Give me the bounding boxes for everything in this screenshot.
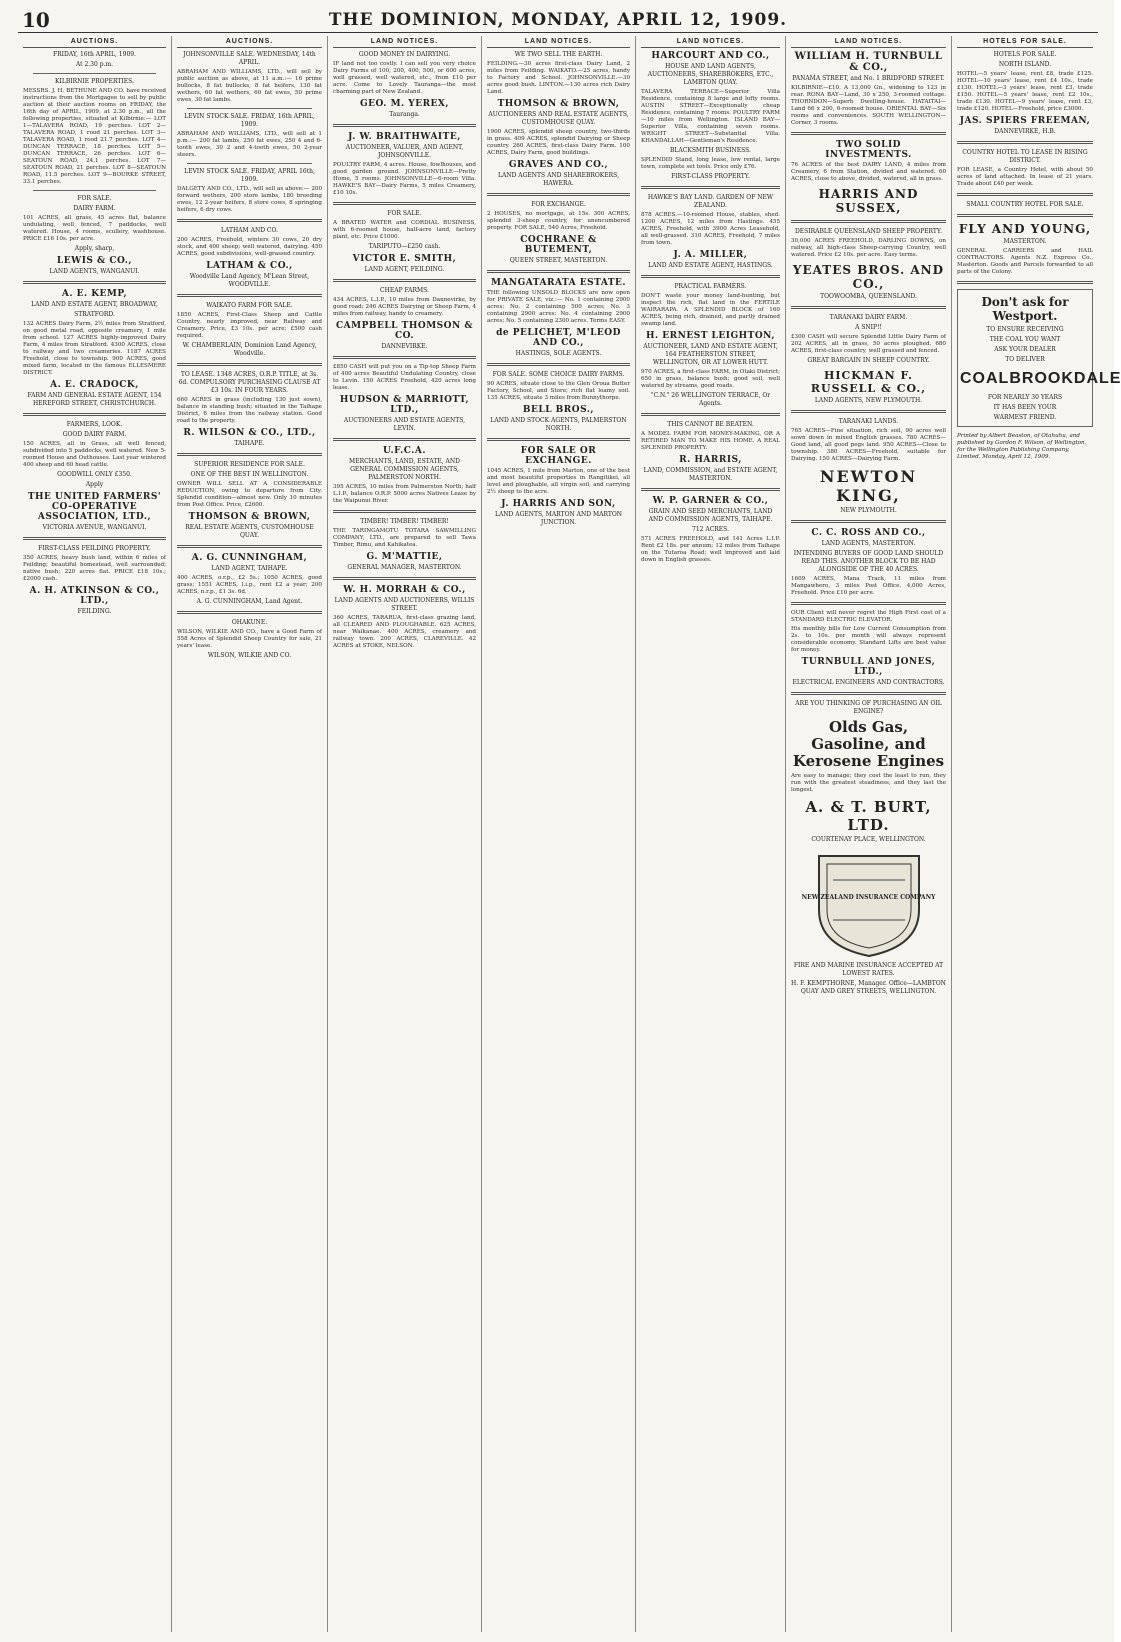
agent-address: LAND, COMMISSION, and ESTATE AGENT, MASTERTON. bbox=[643, 467, 778, 482]
listing-body: Are easy to manage; they cost the least to run, they run with the greatest steadiness, and they last the longest. bbox=[791, 773, 946, 793]
listing-head: OHAKUNE. bbox=[231, 619, 268, 626]
listing-head: TARANAKI LANDS. bbox=[838, 418, 899, 425]
listing-subhead: ONE OF THE BEST IN WELLINGTON. bbox=[190, 471, 309, 478]
listing-body: 1900 ACRES, splendid sheep country, two-thirds in grass. 409 ACRES, splendid Dairying or Sheep country. 260 ACRES, first-class Dairy Farm. 100 ACRES, Dairy Farm, good buildings. bbox=[487, 129, 630, 156]
coal-line: WARMEST FRIEND. bbox=[993, 414, 1057, 421]
insurance-shield-icon bbox=[809, 850, 929, 960]
listing-head: TIMBER! TIMBER! TIMBER! bbox=[360, 518, 449, 525]
listing-head: CHEAP FARMS. bbox=[380, 287, 429, 294]
listing-body: 150 ACRES, all in Grass, all well fenced, subdivided into 5 paddocks, well watered. New 5-roomed House and Outhouses. Last year wintered 400 sheep and 60 head cattle. bbox=[23, 441, 166, 468]
insurance-name: NEW ZEALAND INSURANCE COMPANY bbox=[801, 894, 936, 901]
coal-line: TO ENSURE RECEIVING bbox=[986, 326, 1064, 333]
agent-name: WILSON, WILKIE AND CO. bbox=[207, 652, 292, 659]
agent-name: BELL BROS., bbox=[522, 405, 595, 415]
listing-head: GOOD MONEY IN DAIRYING. bbox=[358, 51, 451, 58]
listing-head: FARMERS, LOOK. bbox=[66, 421, 123, 428]
coal-advertisement bbox=[957, 289, 1121, 427]
listing-body: KILBIRNIE—£10. A 13,000 Gn., widening to 123 in rear. RONA BAY—Land, 30 x 250, 3-roomed cottage. THORNDON—Superb Dwelling-house. HATAITAI—Land 66 x 200, 6-roomed house. ORIENTAL BAY—Six rooms and conveniences. SOUTH WELLINGTON—Corner, 3 rooms. bbox=[791, 85, 946, 126]
listing-body: 132 ACRES Dairy Farm, 2½ miles from Stratford, on good metal road, opposite creamery, 1 mile from school. 127 ACRES highly-improved Dairy Farm, 4 miles from Stratford. 4300 ACRES, close to railway and two creameries. 1187 ACRES Freehold, close to township. 900 ACRES, good mixed farm, located in the famous ELLESMERE DISTRICT. bbox=[23, 321, 166, 376]
agent-address: FARM AND GENERAL ESTATE AGENT, 154 HEREFORD STREET, CHRISTCHURCH. bbox=[27, 392, 162, 407]
listing-body: TALAVERA TERRACE—Superior Villa Residence, containing 8 large and lofty rooms. AUSTIN STREET—Exceptionally cheap Residence, containing 7 rooms. POULTRY FARM—10 miles from Wellington. ISLAND BAY—Superior Villa, containing seven rooms. WRIGHT STREET—Substantial Villa. KHANDALLAH—Gentleman's Residence. bbox=[641, 89, 780, 144]
sale-title: JOHNSONVILLE SALE. WEDNESDAY, 14th APRIL. bbox=[183, 51, 316, 66]
listing-head: FIRST-CLASS PROPERTY. bbox=[671, 173, 750, 180]
column-4 bbox=[482, 36, 636, 1632]
agent-address: LAND AGENTS, MASTERTON. bbox=[821, 540, 916, 547]
listing-body: 765 ACRES—Fine situation, rich soil, 90 acres well sown down in mixed English grasses. 780 ACRES—Good land, all good pegs land. 950 ACRES—Close to township. 380 ACRES—Freehold, suitable for Dairying. 150 ACRES—Dairying Farm. bbox=[791, 428, 946, 462]
listing-body: His monthly bills for Low Current Consumption from 2s. to 10s. per month will always represent considerable economy. Standard Lifts are best value for money. bbox=[791, 626, 946, 653]
agent-address: HASTINGS, SOLE AGENTS. bbox=[515, 350, 602, 357]
listing-head: DESIRABLE QUEENSLAND SHEEP PROPERTY. bbox=[794, 228, 943, 235]
agent-address: LAND AGENTS, WANGANUI. bbox=[49, 268, 140, 275]
agent-address: Tauranga. bbox=[389, 111, 420, 118]
listing-body: A MODEL FARM FOR MONEY-MAKING, OR A RETIRED MAN TO MAKE HIS HOME. A REAL SPLENDID PROPERTY. bbox=[641, 431, 780, 451]
agent-name: YEATES BROS. AND CO., bbox=[792, 263, 945, 291]
agent-name: GEO. M. YEREX, bbox=[359, 99, 450, 109]
coal-line: TO DELIVER bbox=[1005, 356, 1045, 363]
agent-name: "C.N." 26 WELLINGTON TERRACE, Or Agents. bbox=[650, 392, 771, 407]
listing-body: DON'T waste your money land-hunting, but inspect the rich, flat land in the FERTILE WAIRARAPA. A SPLENDID BLOCK of 160 ACRES, being rich, drained, and partly drained swamp land. bbox=[641, 293, 780, 327]
listing-body: 350 ACRES, heavy bush land, within 6 miles of Feilding; beautiful homestead, well surrounded; native bush; 220 acres flat. PRICE £18 10s.; £2000 cash. bbox=[23, 555, 166, 582]
listing-subhead: GREAT BARGAIN IN SHEEP COUNTRY. bbox=[807, 357, 930, 364]
dairy-head: DAIRY FARM. bbox=[73, 205, 116, 212]
agent-name: C. C. ROSS AND CO., bbox=[811, 528, 926, 538]
agent-address: LAND AGENTS, NEW PLYMOUTH. bbox=[814, 397, 923, 404]
section-head: AUCTIONS. bbox=[177, 36, 322, 48]
listing-subhead: ARE YOU THINKING OF PURCHASING AN OIL ENGINE? bbox=[795, 700, 942, 715]
listing-head: LATHAM AND CO. bbox=[221, 227, 278, 234]
listing-body: FEILDING.—30 acres first-class Dairy Land, 2 miles from Feilding. WAIKATO.—25 acres, handy to Factory and School. JOHNSONVILLE.—30 acres good bush. LINTON.—130 acres rich Dairy Land. bbox=[487, 61, 630, 95]
listing-head: FOR SALE. SOME CHOICE DAIRY FARMS. bbox=[492, 371, 625, 378]
agent-name: A. H. ATKINSON & CO., LTD., bbox=[29, 586, 160, 606]
sale-body: ABRAHAM AND WILLIAMS, LTD., will sell at 1 p.m.:— 200 fat lambs, 250 fat ewes, 250 4 and 6-tooth ewes, 30 2 and 4-tooth ewes, 50 2-year steers. bbox=[177, 131, 322, 158]
listing-body: GENERAL CARRIERS and HAIL CONTRACTORS. Agents N.Z. Express Co., Masterton. Goods and Parcels forwarded to all parts of the Colony. bbox=[957, 248, 1093, 275]
agent-address: LAND AND STOCK AGENTS, PALMERSTON NORTH. bbox=[490, 417, 627, 432]
listing-body: FOR LEASE, a Country Hotel, with about 50 acres of land attached. In lease of 21 years. Trade about £40 per week. bbox=[957, 167, 1093, 187]
listing-subhead: A SNIP!! bbox=[855, 324, 882, 331]
agent-name: A. G. CUNNINGHAM, bbox=[191, 553, 308, 563]
agent-address: NEW PLYMOUTH. bbox=[840, 507, 897, 514]
agent-name: W. H. MORRAH & CO., bbox=[343, 585, 466, 595]
agent-name: J. W. BRAITHWAITE, bbox=[348, 132, 461, 142]
listing-body: 660 ACRES in grass (including 130 just sown), balance in standing bush; situated in the Taihape District, 6 miles from the railway station. Good road to the property. bbox=[177, 397, 322, 424]
listing-body: £300 CASH will secure Splendid Little Dairy Farm of 202 ACRES, all in grass, 50 acres ploughed. 680 ACRES, first-class country, well grassed and fenced. bbox=[791, 334, 946, 354]
agent-address: GRAIN AND SEED MERCHANTS, LAND AND COMMISSION AGENTS, TAIHAPE. bbox=[648, 508, 773, 523]
agent-address: LAND AND ESTATE AGENT, HASTINGS. bbox=[648, 262, 773, 269]
sale-body: DALGETY AND CO., LTD., will sell as above:— 200 forward wethers, 200 store lambs, 180 breeding ewes, 12 2-year heifers, 8 store cows, 8 springing heifers, 6 dry cows. bbox=[177, 186, 322, 213]
sale-body: ABRAHAM AND WILLIAMS, LTD., will sell by public auction as above, at 11 a.m.:— 16 prime bullocks, 8 fat bullocks, 8 fat heifers, 130 fat wethers, 60 fat wethers, 60 fat ewes, 50 prime ewes, 30 fat lambs. bbox=[177, 69, 322, 103]
insurance-manager: H. F. KEMPTHORNE, Manager. Office—LAMBTON QUAY AND GREY STREETS, WELLINGTON. bbox=[791, 980, 946, 995]
agent-town: STRATFORD. bbox=[74, 311, 115, 318]
listing-body: IF land not too costly. I can sell you very choice Dairy Farms of 100, 200, 400, 500, or 600 acres, well grassed, well watered, etc., from £10 per acre. Come to Lovely Tauranga—the most charming part of New Zealand. bbox=[333, 61, 476, 95]
agent-address: AUCTIONEER, VALUER, AND AGENT, JOHNSONVILLE. bbox=[345, 144, 464, 159]
column-5 bbox=[636, 36, 786, 1632]
listing-head: BLACKSMITH BUSINESS. bbox=[670, 147, 751, 154]
listing-head: WE TWO SELL THE EARTH. bbox=[514, 51, 603, 58]
sale-title: LEVIN STOCK SALE. FRIDAY, 16th APRIL, 1909. bbox=[184, 113, 315, 128]
listing-head: FOR SALE OR EXCHANGE. bbox=[520, 446, 597, 466]
agent-address: ELECTRICAL ENGINEERS AND CONTRACTORS. bbox=[792, 679, 945, 686]
coal-line: THE COAL YOU WANT bbox=[989, 336, 1061, 343]
listing-head: GOOD DAIRY FARM. bbox=[62, 431, 127, 438]
listing-body: 101 ACRES, all grass, 45 acres flat, balance undulating, well fenced, 7 paddocks, well watered. House, 4 rooms, scullery, washhouse. PRICE £16 10s. per acre. bbox=[23, 215, 166, 242]
sale-body: MESSRS. J. H. BETHUNE AND CO. have received instructions from the Mortgagee to sell by public auction at their auction rooms on FRIDAY, the 16th day of APRIL, 1909, at 2.30 p.m., all the following properties, situated at Kilbirnie:— LOT 1—TALAVERA ROAD, 19 perches. LOT 2—TALAVERA ROAD, 1 rood 21 perches. LOT 3—TALAVERA ROAD, 1 rood 21.7 perches. LOT 4—DUNCAN TERRACE, 18 perches. LOT 5—DUNCAN TERRACE, 26 perches. LOT 6—SEATOUN ROAD, 24.1 perches. LOT 7—SEATOUN ROAD, 21 perches. LOT 8—SEATOUN ROAD, 11.5 perches. LOT 9—BOURKE STREET, 33.1 perches. bbox=[23, 88, 166, 185]
listing-body: £850 CASH will put you on a Tip-top Sheep Farm of 400 acres Beautiful Undulating Country, close to Levin. 150 ACRES Freehold, 420 acres long lease. bbox=[333, 364, 476, 391]
section-head: LAND NOTICES. bbox=[487, 36, 630, 48]
for-sale-head: FOR SALE. bbox=[77, 195, 112, 202]
agent-address: DANNEVIRKE. bbox=[381, 343, 428, 350]
listing-body: 970 ACRES, a first-class FARM, in Otaki District; 650 in grass, balance bush; good soil, well watered by streams, good roads. bbox=[641, 369, 780, 389]
agent-address: LAND AGENT, TAIHAPE. bbox=[211, 565, 288, 572]
masthead bbox=[18, 8, 1098, 33]
agent-address: AUCTIONEERS AND REAL ESTATE AGENTS, CUSTOMHOUSE QUAY. bbox=[488, 111, 629, 126]
apply-line: Apply, sharp, bbox=[74, 245, 115, 252]
agent-name: W. P. GARNER & CO., bbox=[652, 496, 769, 506]
listing-line: TARIPUTO—£250 cash. bbox=[368, 243, 441, 250]
agent-name: U.F.C.A. bbox=[382, 446, 427, 456]
listing-head: WAIKATO FARM FOR SALE. bbox=[206, 302, 293, 309]
agent-address: TOOWOOMBA, QUEENSLAND. bbox=[820, 293, 917, 300]
column-1 bbox=[18, 36, 172, 1632]
agent-name: WILLIAM H. TURNBULL & CO., bbox=[794, 51, 943, 73]
agent-name: A. E. KEMP, bbox=[61, 289, 128, 299]
column-3 bbox=[328, 36, 482, 1632]
agent-name: R. HARRIS, bbox=[679, 455, 742, 465]
agent-name: THOMSON & BROWN, bbox=[497, 99, 620, 109]
listing-body: 878 ACRES.—10-roomed House, stables, shed. 1200 ACRES, 12 miles from Hastings. 455 ACRES, Freehold, with 3900 Acres Leasehold, all well-grassed. 310 ACRES, Freehold, 7 miles from town. bbox=[641, 212, 780, 246]
newspaper-title: THE DOMINION, MONDAY, APRIL 12, 1909. bbox=[328, 10, 788, 30]
agent-address: MASTERTON. bbox=[1003, 238, 1047, 245]
oil-engine-headline: Olds Gas, Gasoline, and Kerosene Engines bbox=[792, 718, 945, 770]
agent-address: LAND AGENTS AND SHAREBROKERS, HAWERA. bbox=[498, 172, 619, 187]
agent-name: A. E. CRADOCK, bbox=[50, 380, 139, 390]
agent-address: QUEEN STREET, MASTERTON. bbox=[509, 257, 608, 264]
agent-name: HARRIS AND SUSSEX, bbox=[818, 187, 919, 215]
agent-address: PANAMA STREET, and No. 1 BRIDFORD STREET. bbox=[792, 75, 945, 82]
printer-imprint: Printed by Albert Beaston, of Otahuhu, and published by Gordon F. Wilson, of Wellington, for the Wellington Publishing Company, Limited. Monday, April 12, 1909. bbox=[957, 433, 1087, 460]
coal-brand: COALBROOKDALE bbox=[960, 370, 1121, 387]
listing-head: TWO SOLID INVESTMENTS. bbox=[825, 140, 912, 160]
insurance-sub: FIRE AND MARINE INSURANCE ACCEPTED AT LOWEST RATES. bbox=[793, 962, 944, 977]
agent-name: FLY AND YOUNG, bbox=[958, 222, 1092, 236]
agent-address: LAND AGENT, FEILDING. bbox=[364, 266, 445, 273]
agent-address: TAIHAPE. bbox=[234, 440, 265, 447]
agent-name: HUDSON & MARRIOTT, LTD., bbox=[339, 395, 470, 415]
listing-body: WILSON, WILKIE AND CO., have a Good Farm of 558 Acres of Splendid Sheep Country for sale, 21 years' lease. bbox=[177, 629, 322, 649]
agent-name: A. & T. BURT, LTD. bbox=[805, 798, 932, 834]
column-2 bbox=[172, 36, 328, 1632]
listing-head: PRACTICAL FARMERS. bbox=[674, 283, 747, 290]
goodwill-line: GOODWILL ONLY £350. bbox=[57, 471, 132, 478]
agent-name: J. HARRIS AND SON, bbox=[501, 499, 616, 509]
listing-body: OUR Client will never regret the High First cost of a STANDARD ELECTRIC ELEVATOR. bbox=[791, 610, 946, 623]
listing-body: 434 ACRES, L.I.P., 10 miles from Dannevirke, by good road; 246 ACRES Dairying or Sheep Farm, 4 miles from railway, handy to creamery. bbox=[333, 297, 476, 317]
agent-address: LAND AGENTS, MARTON AND MARTON JUNCTION. bbox=[494, 511, 623, 526]
agent-address: MERCHANTS, LAND, ESTATE, AND GENERAL COMMISSION AGENTS, PALMERSTON NORTH. bbox=[349, 458, 460, 481]
auction-time: At 2.30 p.m. bbox=[75, 61, 114, 68]
agent-name: J. A. MILLER, bbox=[673, 250, 748, 260]
agent-name: TURNBULL AND JONES, LTD., bbox=[801, 657, 936, 677]
listing-head: HAWKE'S BAY LAND. GARDEN OF NEW ZEALAND. bbox=[647, 194, 774, 209]
listing-body: 1850 ACRES, First-Class Sheep and Cattle Country, nearly improved, near Railway and Creamery. Price, £3 10s. per acre; £500 cash required. bbox=[177, 312, 322, 339]
listing-body: THE TARINGAMOTU TOTARA SAWMILLING COMPANY, LTD., are prepared to sell Tawa Timber, Rimu, and Kahikatea. bbox=[333, 528, 476, 548]
agent-name: A. G. CUNNINGHAM, Land Agent. bbox=[196, 598, 303, 605]
agent-address: Woodville Land Agency, M'Lean Street, WOODVILLE. bbox=[189, 273, 310, 288]
listing-body: 1609 ACRES, Mana Track, 11 miles from Mangawhero, 3 miles Post Office. 4,000 Acres, Freehold. Price £10 per acre. bbox=[791, 576, 946, 596]
agent-name: CAMPBELL THOMSON & CO. bbox=[336, 321, 473, 341]
agent-name: R. WILSON & CO., LTD., bbox=[183, 428, 316, 438]
listing-body: 90 ACRES, situate close to the Glen Oroua Butter Factory, School, and Store; rich flat loamy soil. 135 ACRES, situate 3 miles from Bunnythorpe. bbox=[487, 381, 630, 401]
listing-head: TARANAKI DAIRY FARM. bbox=[829, 314, 908, 321]
agent-name: LEWIS & CO., bbox=[56, 256, 133, 266]
section-head: LAND NOTICES. bbox=[333, 36, 476, 48]
agent-address: LAND AGENTS AND AUCTIONEERS, WILLIS STREET. bbox=[334, 597, 475, 612]
agent-name: THE UNITED FARMERS' CO-OPERATIVE ASSOCIATION, LTD., bbox=[27, 492, 162, 522]
listing-body: 2 HOUSES, no mortgage, at 15s. 300 ACRES, splendid 3-sheep country, for unencumbered property. FOR SALE, 540 Acres, Freehold. bbox=[487, 211, 630, 231]
listing-head: TO LEASE. 1348 ACRES, O.R.P. TITLE, at 3s. 6d. COMPULSORY PURCHASING CLAUSE AT £3 10s. IN FOUR YEARS. bbox=[178, 371, 321, 394]
insurance-emblem bbox=[791, 850, 946, 956]
listing-head: 712 ACRES. bbox=[692, 526, 729, 533]
agent-name: NEWTON KING, bbox=[819, 467, 918, 505]
agent-name: JAS. SPIERS FREEMAN, bbox=[959, 116, 1091, 126]
agent-name: HICKMAN F. RUSSELL & CO., bbox=[810, 369, 927, 395]
section-head: HOTELS FOR SALE. bbox=[957, 36, 1093, 48]
column-7 bbox=[952, 36, 1121, 1632]
listing-body: OWNER WILL SELL AT A CONSIDERABLE REDUCTION, owing to departure from City. Splendid condition—almost new. Only 10 minutes from Post Office. Price, £2600. bbox=[177, 481, 322, 508]
section-head: AUCTIONS. bbox=[23, 36, 166, 48]
agent-address: LAND AND ESTATE AGENT, BROADWAY, bbox=[31, 301, 158, 308]
agent-address: REAL ESTATE AGENTS, CUSTOMHOUSE QUAY. bbox=[185, 524, 314, 539]
sale-title: LEVIN STOCK SALE. FRIDAY, APRIL 16th, 1909. bbox=[184, 168, 315, 183]
coal-line: FOR NEARLY 30 YEARS bbox=[987, 394, 1063, 401]
listing-head: SMALL COUNTRY HOTEL FOR SALE. bbox=[966, 201, 1084, 208]
sale-title: KILBIRNIE PROPERTIES. bbox=[55, 78, 134, 85]
section-head: LAND NOTICES. bbox=[641, 36, 780, 48]
agent-name: VICTOR E. SMITH, bbox=[352, 254, 457, 264]
agent-address: AUCTIONEER, LAND AND ESTATE AGENT, 164 FEATHERSTON STREET, WELLINGTON, OR AT LOWER HUTT. bbox=[643, 343, 778, 366]
listing-body: 571 ACRES FREEHOLD, and 141 Acres L.I.P. Rent £2 18s. per annum; 12 miles from Taihape on the Tutaroa Road; well improved and laid down in English grasses. bbox=[641, 536, 780, 563]
agent-address: COURTENAY PLACE, WELLINGTON. bbox=[811, 836, 926, 843]
listing-head: THIS CANNOT BE BEATEN. bbox=[667, 421, 754, 428]
listing-body: 200 ACRES, Freehold, winters 30 cows, 20 dry stock, and 400 sheep; well watered, dairying. 450 ACRES, good subdivisions, well-grassed country. bbox=[177, 237, 322, 257]
agent-name: HARCOURT AND CO., bbox=[651, 51, 770, 61]
agent-address: VICTORIA AVENUE, WANGANUI. bbox=[42, 524, 147, 531]
agent-name: H. ERNEST LEIGHTON, bbox=[646, 331, 775, 341]
listing-head: FIRST-CLASS FEILDING PROPERTY. bbox=[38, 545, 151, 552]
listing-head: SUPERIOR RESIDENCE FOR SALE. bbox=[194, 461, 305, 468]
listing-body: 76 ACRES of the best DAIRY LAND, 4 miles from Creamery, 6 from Station, divided and watered. 60 ACRES, close to above, divided, watered, all in grass. bbox=[791, 162, 946, 182]
listing-head: HOTELS FOR SALE. bbox=[993, 51, 1057, 58]
listing-body: 400 ACRES, o.r.p., £2 5s.; 1050 ACRES, good grass; 1551 ACRES, l.i.p., rent £2 a year; 200 ACRES, n.r.p., £1 3s. 6d. bbox=[177, 575, 322, 595]
listing-body: 1045 ACRES, 1 mile from Marton, one of the best and most beautiful properties in Rangitikei, all level and ploughable, all virgin soil, and carrying 2½ sheep to the acre. bbox=[487, 468, 630, 495]
agent-name: G. M'MATTIE, bbox=[366, 552, 443, 562]
agent-name: GRAVES AND CO., bbox=[508, 160, 609, 170]
agent-name: THOMSON & BROWN, bbox=[188, 512, 311, 522]
agent-address: HOUSE AND LAND AGENTS, AUCTIONEERS, SHAREBROKERS, ETC., LAMBTON QUAY. bbox=[647, 63, 774, 86]
listing-body: SPLENDID Stand, long lease, low rental, large town, complete set tools. Price only £76. bbox=[641, 157, 780, 170]
listing-body: 360 ACRES, TARARUA, first-class grazing land, all CLEARED AND PLOUGHABLE. 625 ACRES, near Waikanae. 400 ACRES, creamery and railway town. 200 ACRES, CLAREVILLE. 42 ACRES at STOKE, NELSON. bbox=[333, 615, 476, 649]
column-6 bbox=[786, 36, 952, 1632]
agent-name: LATHAM & CO., bbox=[206, 261, 293, 271]
coal-headline: Don't ask for Westport. bbox=[981, 295, 1069, 323]
listing-subhead: NORTH ISLAND. bbox=[998, 61, 1052, 68]
listing-body: 395 ACRES, 10 miles from Palmerston North; half L.I.P., balance O.R.P. 5000 acres Natives Lease by the Waipunui River. bbox=[333, 484, 476, 504]
agent-name: de PELICHET, M'LEOD AND CO., bbox=[496, 328, 621, 348]
agent-name: W. CHAMBERLAIN, Dominion Land Agency, Woodville. bbox=[182, 342, 317, 357]
listing-head: MANGATARATA ESTATE. bbox=[490, 278, 627, 288]
listing-body: HOTEL—5 years' lease, rent £8, trade £125. HOTEL—10 years' lease, rent £4 10s., trade £130. HOTEL—3 years' lease, rent £3, trade £150. HOTEL—5 years' lease, rent £2 10s., trade £130. HOTEL—9 years' lease, rent £3, trade £120. HOTEL—Freehold, price £3000. bbox=[957, 71, 1093, 112]
columns bbox=[18, 36, 1121, 1632]
agent-name: COCHRANE & BUTEMENT, bbox=[520, 235, 597, 255]
agent-address: GENERAL MANAGER, MASTERTON. bbox=[347, 564, 462, 571]
listing-body: POULTRY FARM, 4 acres. House, fowlhouses, and good garden ground. JOHNSONVILLE—Pretty Home, 5 rooms. JOHNSONVILLE—6-room Villa. HAWKE'S BAY—Dairy Farms, 5 miles Creamery, £10 10s. bbox=[333, 162, 476, 196]
agent-address: DANNEVIRKE, H.B. bbox=[994, 128, 1056, 135]
listing-head: COUNTRY HOTEL TO LEASE IN RISING DISTRICT. bbox=[962, 149, 1088, 164]
listing-body: 30,000 ACRES FREEHOLD, DARLING DOWNS, on railway, all high-class Sheep-carrying Country, well watered. Price £2 10s. per acre. Easy terms. bbox=[791, 238, 946, 258]
listing-head: FOR EXCHANGE. bbox=[531, 201, 586, 208]
listing-body: A BRATED WATER and CORDIAL BUSINESS, with 6-roomed house, half-acre land, factory plant, etc. Price £1000. bbox=[333, 220, 476, 240]
listing-head: FOR SALE. bbox=[387, 210, 422, 217]
auction-date: FRIDAY, 16th APRIL, 1909. bbox=[52, 51, 136, 58]
agent-address: AUCTIONEERS AND ESTATE AGENTS, LEVIN. bbox=[343, 417, 466, 432]
listing-subhead: INTENDING BUYERS OF GOOD LAND SHOULD READ THIS. ANOTHER BLOCK TO BE HAD ALONGSIDE OF THE 40 ACRES. bbox=[793, 550, 944, 573]
section-head: LAND NOTICES. bbox=[791, 36, 946, 48]
page-number: 10 bbox=[22, 8, 50, 32]
coal-line: IT HAS BEEN YOUR bbox=[993, 404, 1057, 411]
coal-line: ASK YOUR DEALER bbox=[994, 346, 1056, 353]
listing-body: THE following UNSOLD BLOCKS are now open for PRIVATE SALE, viz.:— No. 1 containing 2900 acres; No. 2 containing 500 acres; No. 3 containing 2900 acres; No. 4 containing 2900 acres; No. 5 containing 2300 acres. Terms EASY. bbox=[487, 290, 630, 324]
agent-address: FEILDING. bbox=[77, 608, 112, 615]
apply-line: Apply bbox=[85, 481, 104, 488]
